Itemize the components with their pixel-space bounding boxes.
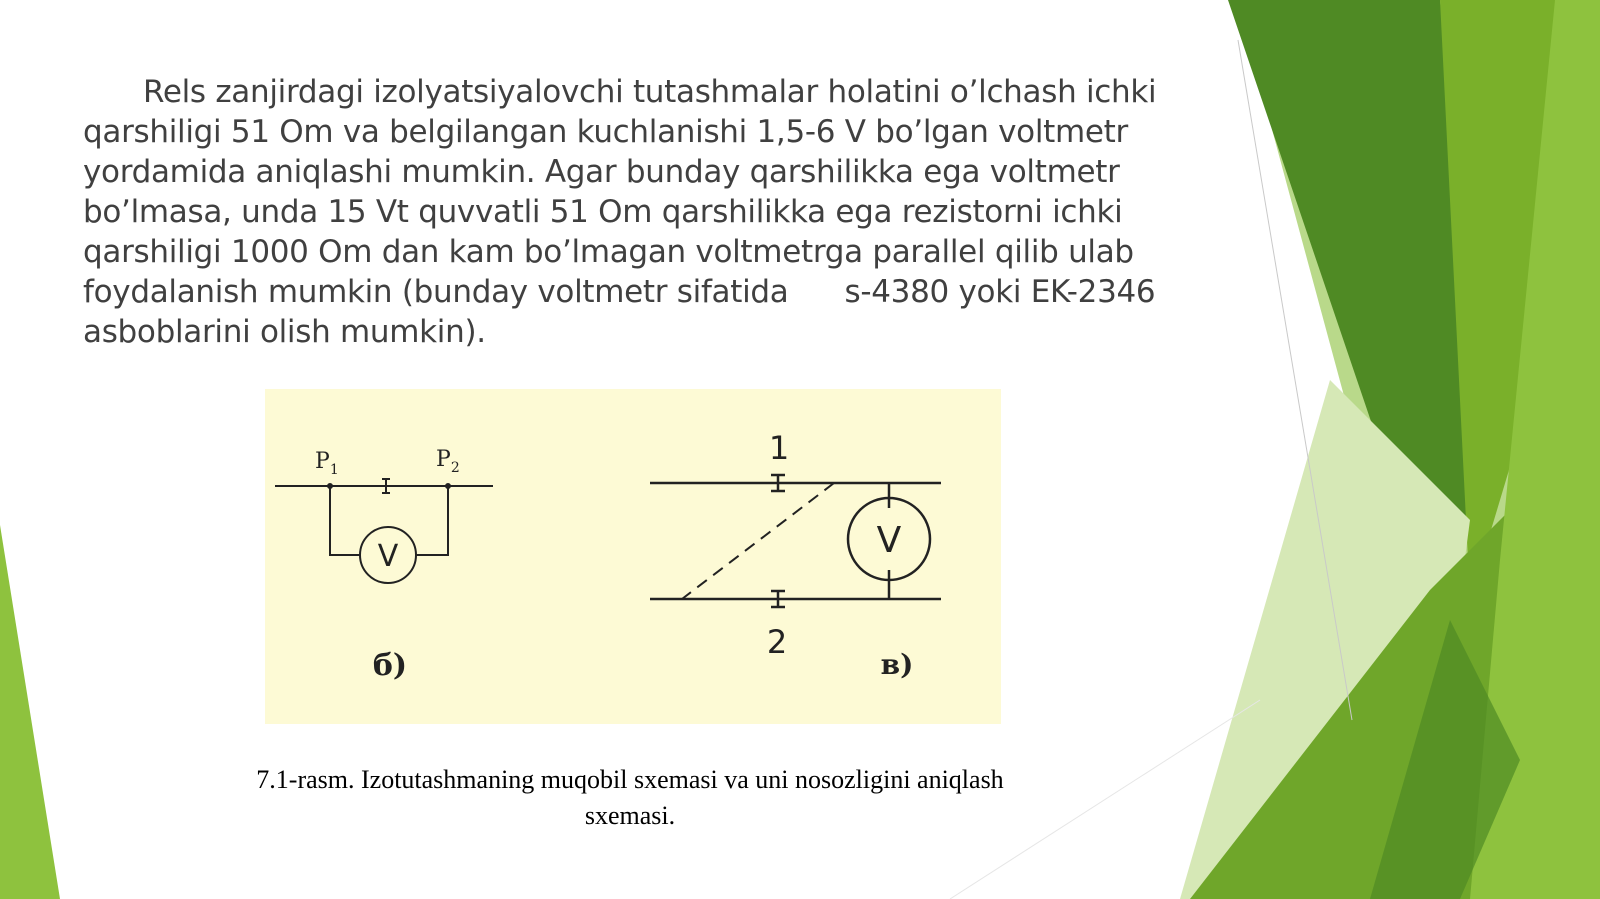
left-node-p2 — [446, 484, 450, 488]
left-meter-wire-right — [415, 486, 448, 555]
figure-caption — [180, 762, 1080, 834]
facet-left — [0, 525, 60, 899]
left-p2-label: $P_2$ — [436, 447, 460, 476]
left-voltmeter-label: V — [377, 539, 399, 574]
paragraph-line-6a: foydalanish mumkin (bunday voltmetr sifatida — [83, 274, 789, 310]
caption-line-1: 7.1-rasm. Izotutashmaning muqobil sxemasi va uni nosozligini aniqlash — [256, 765, 1004, 794]
paragraph-line-3: yordamida aniqlashi mumkin. Agar bunday qarshilikka ega voltmetr — [83, 154, 1120, 190]
paragraph-line-5: qarshiligi 1000 Om dan kam bo’lmagan voltmetrga parallel qilib ulab — [83, 234, 1134, 270]
right-bottom-label: 2 — [766, 623, 788, 661]
paragraph-line-1: Rels zanjirdagi izolyatsiyalovchi tutashmalar holatini o’lchash ichki — [143, 74, 1157, 110]
main-paragraph — [83, 72, 1193, 352]
left-node-p1 — [328, 484, 332, 488]
right-voltmeter-label: V — [876, 520, 902, 561]
left-p1-label: $P_1$ — [315, 449, 339, 478]
paragraph-line-6b: s-4380 yoki EK-2346 — [844, 274, 1156, 310]
caption-line-2: sxemasi. — [584, 801, 676, 830]
circuit-figure — [265, 389, 1001, 724]
right-dashed-connection — [682, 483, 834, 599]
right-top-label: 1 — [768, 429, 790, 467]
paragraph-line-4: bo’lmasa, unda 15 Vt quvvatli 51 Om qarshilikka ega rezistorni ichki — [83, 194, 1123, 230]
circuit-schematics — [265, 389, 1001, 724]
paragraph-line-7: asboblarini olish mumkin). — [83, 314, 486, 350]
left-meter-wire — [330, 486, 360, 555]
paragraph-line-2: qarshiligi 51 Om va belgilangan kuchlanishi 1,5-6 V bo’lgan voltmetr — [83, 114, 1128, 150]
left-panel-label: б) — [372, 648, 408, 683]
right-panel-label: в) — [880, 648, 914, 681]
